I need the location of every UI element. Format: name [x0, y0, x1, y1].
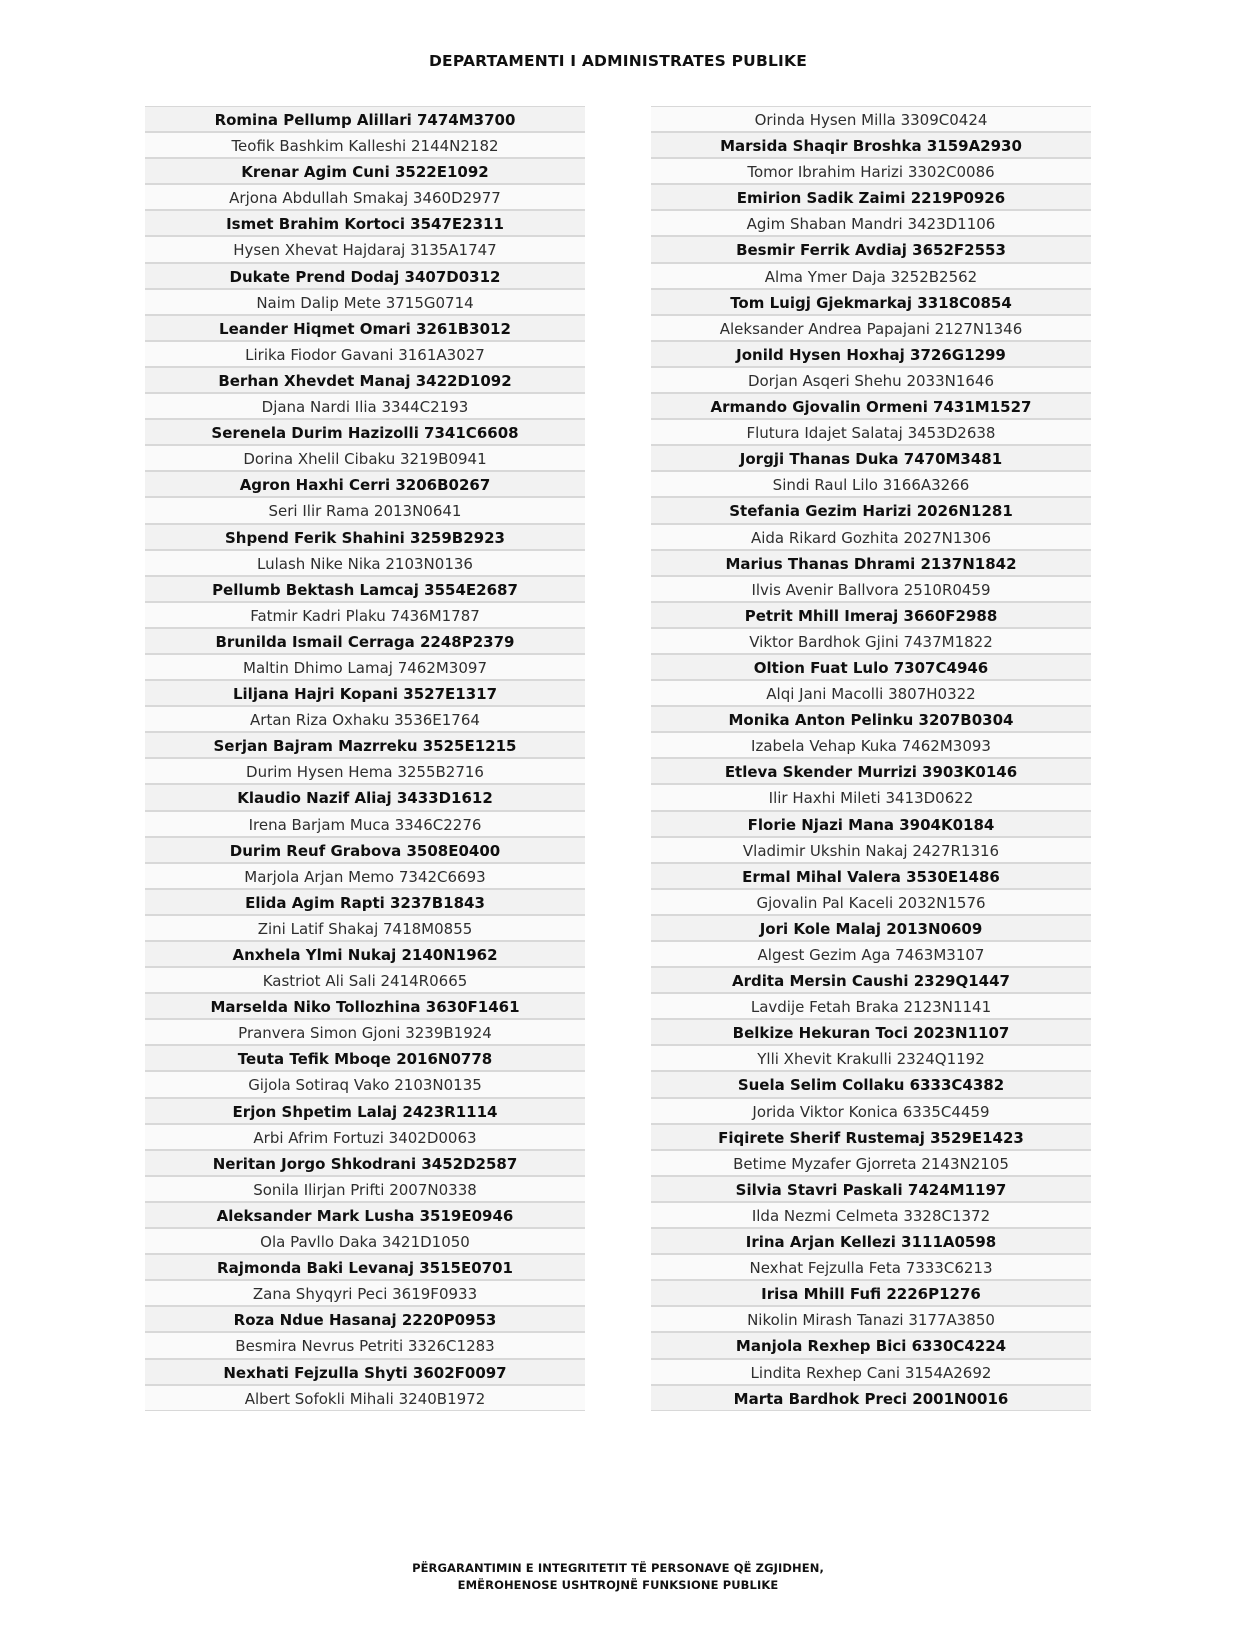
- list-item: Ilvis Avenir Ballvora 2510R0459: [651, 576, 1091, 602]
- list-item: Lindita Rexhep Cani 3154A2692: [651, 1359, 1091, 1385]
- list-item: Petrit Mhill Imeraj 3660F2988: [651, 602, 1091, 628]
- list-item: Nexhat Fejzulla Feta 7333C6213: [651, 1254, 1091, 1280]
- document-footer: [0, 1560, 1236, 1594]
- list-item: Aida Rikard Gozhita 2027N1306: [651, 524, 1091, 550]
- list-item: Marjola Arjan Memo 7342C6693: [145, 863, 585, 889]
- list-item: Monika Anton Pelinku 3207B0304: [651, 706, 1091, 732]
- list-item: Etleva Skender Murrizi 3903K0146: [651, 758, 1091, 784]
- list-item: Lirika Fiodor Gavani 3161A3027: [145, 341, 585, 367]
- list-item: Ardita Mersin Caushi 2329Q1447: [651, 967, 1091, 993]
- list-item: Besmir Ferrik Avdiaj 3652F2553: [651, 236, 1091, 262]
- list-item: Krenar Agim Cuni 3522E1092: [145, 158, 585, 184]
- list-item: Maltin Dhimo Lamaj 7462M3097: [145, 654, 585, 680]
- list-item: Ylli Xhevit Krakulli 2324Q1192: [651, 1045, 1091, 1071]
- list-item: Silvia Stavri Paskali 7424M1197: [651, 1176, 1091, 1202]
- list-item: Durim Reuf Grabova 3508E0400: [145, 837, 585, 863]
- list-item: Besmira Nevrus Petriti 3326C1283: [145, 1332, 585, 1358]
- list-item: Klaudio Nazif Aliaj 3433D1612: [145, 784, 585, 810]
- list-item: Alma Ymer Daja 3252B2562: [651, 263, 1091, 289]
- list-item: Hysen Xhevat Hajdaraj 3135A1747: [145, 236, 585, 262]
- list-item: Neritan Jorgo Shkodrani 3452D2587: [145, 1150, 585, 1176]
- list-item: Pranvera Simon Gjoni 3239B1924: [145, 1019, 585, 1045]
- list-item: Aleksander Andrea Papajani 2127N1346: [651, 315, 1091, 341]
- list-item: Jori Kole Malaj 2013N0609: [651, 915, 1091, 941]
- footer-line-1: PËRGARANTIMIN E INTEGRITETIT TË PERSONAVE QË ZGJIDHEN,: [412, 1561, 824, 1575]
- list-item: Berhan Xhevdet Manaj 3422D1092: [145, 367, 585, 393]
- list-item: Leander Hiqmet Omari 3261B3012: [145, 315, 585, 341]
- list-item: Flutura Idajet Salataj 3453D2638: [651, 419, 1091, 445]
- list-item: Fatmir Kadri Plaku 7436M1787: [145, 602, 585, 628]
- list-item: Teuta Tefik Mboqe 2016N0778: [145, 1045, 585, 1071]
- list-item: Gijola Sotiraq Vako 2103N0135: [145, 1071, 585, 1097]
- list-item: Marius Thanas Dhrami 2137N1842: [651, 550, 1091, 576]
- list-item: Dorjan Asqeri Shehu 2033N1646: [651, 367, 1091, 393]
- list-item: Erjon Shpetim Lalaj 2423R1114: [145, 1098, 585, 1124]
- list-item: Marsida Shaqir Broshka 3159A2930: [651, 132, 1091, 158]
- list-item: Seri Ilir Rama 2013N0641: [145, 497, 585, 523]
- list-item: Tom Luigj Gjekmarkaj 3318C0854: [651, 289, 1091, 315]
- list-item: Algest Gezim Aga 7463M3107: [651, 941, 1091, 967]
- name-list-right-column: [651, 106, 1091, 1411]
- list-item: Suela Selim Collaku 6333C4382: [651, 1071, 1091, 1097]
- list-item: Roza Ndue Hasanaj 2220P0953: [145, 1306, 585, 1332]
- list-item: Elida Agim Rapti 3237B1843: [145, 889, 585, 915]
- list-item: Fiqirete Sherif Rustemaj 3529E1423: [651, 1124, 1091, 1150]
- list-item: Irina Arjan Kellezi 3111A0598: [651, 1228, 1091, 1254]
- list-item: Florie Njazi Mana 3904K0184: [651, 811, 1091, 837]
- list-item: Zana Shyqyri Peci 3619F0933: [145, 1280, 585, 1306]
- list-item: Naim Dalip Mete 3715G0714: [145, 289, 585, 315]
- list-item: Anxhela Ylmi Nukaj 2140N1962: [145, 941, 585, 967]
- list-item: Artan Riza Oxhaku 3536E1764: [145, 706, 585, 732]
- list-item: Ilda Nezmi Celmeta 3328C1372: [651, 1202, 1091, 1228]
- list-item: Izabela Vehap Kuka 7462M3093: [651, 732, 1091, 758]
- list-item: Agim Shaban Mandri 3423D1106: [651, 210, 1091, 236]
- list-item: Dorina Xhelil Cibaku 3219B0941: [145, 445, 585, 471]
- list-item: Orinda Hysen Milla 3309C0424: [651, 106, 1091, 132]
- list-item: Kastriot Ali Sali 2414R0665: [145, 967, 585, 993]
- list-item: Agron Haxhi Cerri 3206B0267: [145, 471, 585, 497]
- list-item: Ola Pavllo Daka 3421D1050: [145, 1228, 585, 1254]
- list-item: Armando Gjovalin Ormeni 7431M1527: [651, 393, 1091, 419]
- list-item: Belkize Hekuran Toci 2023N1107: [651, 1019, 1091, 1045]
- footer-line-2: EMËROHENOSE USHTROJNË FUNKSIONE PUBLIKE: [457, 1578, 779, 1592]
- list-item: Teofik Bashkim Kalleshi 2144N2182: [145, 132, 585, 158]
- list-item: Sonila Ilirjan Prifti 2007N0338: [145, 1176, 585, 1202]
- list-item: Tomor Ibrahim Harizi 3302C0086: [651, 158, 1091, 184]
- list-item: Oltion Fuat Lulo 7307C4946: [651, 654, 1091, 680]
- list-item: Marta Bardhok Preci 2001N0016: [651, 1385, 1091, 1411]
- name-list-left-column: [145, 106, 585, 1411]
- name-list-columns: [0, 106, 1236, 1411]
- list-item: Jorida Viktor Konica 6335C4459: [651, 1098, 1091, 1124]
- list-item: Romina Pellump Alillari 7474M3700: [145, 106, 585, 132]
- list-item: Irisa Mhill Fufi 2226P1276: [651, 1280, 1091, 1306]
- list-item: Vladimir Ukshin Nakaj 2427R1316: [651, 837, 1091, 863]
- list-item: Rajmonda Baki Levanaj 3515E0701: [145, 1254, 585, 1280]
- list-item: Gjovalin Pal Kaceli 2032N1576: [651, 889, 1091, 915]
- list-item: Betime Myzafer Gjorreta 2143N2105: [651, 1150, 1091, 1176]
- list-item: Durim Hysen Hema 3255B2716: [145, 758, 585, 784]
- list-item: Dukate Prend Dodaj 3407D0312: [145, 263, 585, 289]
- list-item: Stefania Gezim Harizi 2026N1281: [651, 497, 1091, 523]
- list-item: Lulash Nike Nika 2103N0136: [145, 550, 585, 576]
- list-item: Arjona Abdullah Smakaj 3460D2977: [145, 184, 585, 210]
- list-item: Nexhati Fejzulla Shyti 3602F0097: [145, 1359, 585, 1385]
- list-item: Nikolin Mirash Tanazi 3177A3850: [651, 1306, 1091, 1332]
- list-item: Jonild Hysen Hoxhaj 3726G1299: [651, 341, 1091, 367]
- list-item: Sindi Raul Lilo 3166A3266: [651, 471, 1091, 497]
- document-page: [0, 52, 1236, 1652]
- list-item: Irena Barjam Muca 3346C2276: [145, 811, 585, 837]
- list-item: Liljana Hajri Kopani 3527E1317: [145, 680, 585, 706]
- list-item: Alqi Jani Macolli 3807H0322: [651, 680, 1091, 706]
- list-item: Manjola Rexhep Bici 6330C4224: [651, 1332, 1091, 1358]
- list-item: Ismet Brahim Kortoci 3547E2311: [145, 210, 585, 236]
- list-item: Zini Latif Shakaj 7418M0855: [145, 915, 585, 941]
- list-item: Lavdije Fetah Braka 2123N1141: [651, 993, 1091, 1019]
- list-item: Viktor Bardhok Gjini 7437M1822: [651, 628, 1091, 654]
- list-item: Marselda Niko Tollozhina 3630F1461: [145, 993, 585, 1019]
- list-item: Brunilda Ismail Cerraga 2248P2379: [145, 628, 585, 654]
- page-title: DEPARTAMENTI I ADMINISTRATES PUBLIKE: [428, 52, 808, 70]
- list-item: Serenela Durim Hazizolli 7341C6608: [145, 419, 585, 445]
- list-item: Djana Nardi Ilia 3344C2193: [145, 393, 585, 419]
- list-item: Arbi Afrim Fortuzi 3402D0063: [145, 1124, 585, 1150]
- list-item: Jorgji Thanas Duka 7470M3481: [651, 445, 1091, 471]
- list-item: Ilir Haxhi Mileti 3413D0622: [651, 784, 1091, 810]
- list-item: Albert Sofokli Mihali 3240B1972: [145, 1385, 585, 1411]
- list-item: Aleksander Mark Lusha 3519E0946: [145, 1202, 585, 1228]
- list-item: Ermal Mihal Valera 3530E1486: [651, 863, 1091, 889]
- list-item: Serjan Bajram Mazrreku 3525E1215: [145, 732, 585, 758]
- list-item: Pellumb Bektash Lamcaj 3554E2687: [145, 576, 585, 602]
- list-item: Shpend Ferik Shahini 3259B2923: [145, 524, 585, 550]
- list-item: Emirion Sadik Zaimi 2219P0926: [651, 184, 1091, 210]
